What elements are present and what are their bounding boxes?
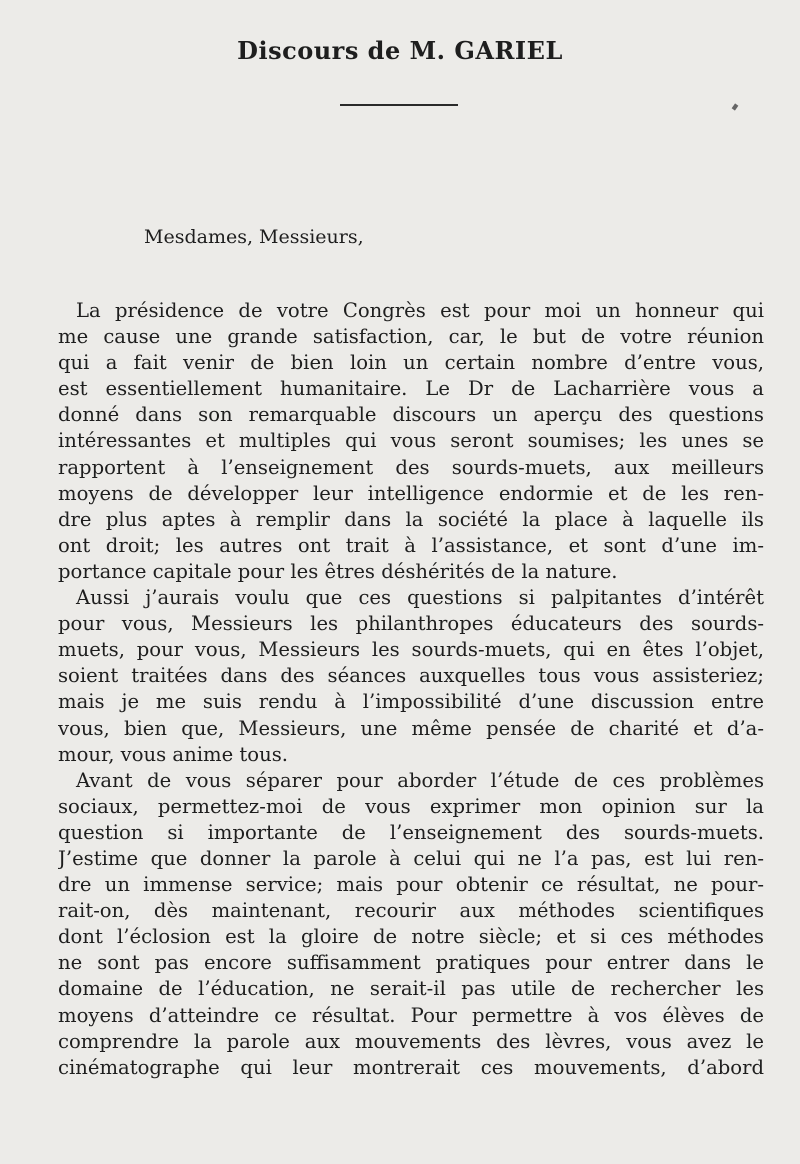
text-line: vous, bien que, Messieurs, une même pensée de charité et d’a- xyxy=(58,716,764,740)
text-line: dre un immense service; mais pour obtenir ce résultat, ne pour- xyxy=(58,873,764,897)
text-line: est essentiellement humanitaire. Le Dr de Lacharrière vous a xyxy=(58,377,764,401)
speech-body xyxy=(58,298,764,1081)
text-line: dont l’éclosion est la gloire de notre siècle; et si ces méthodes xyxy=(58,925,764,949)
text-line: mour, vous anime tous. xyxy=(58,742,288,766)
text-line: me cause une grande satisfaction, car, le but de votre réunion xyxy=(58,325,764,349)
text-line: intéressantes et multiples qui vous seront soumises; les unes se xyxy=(58,429,764,453)
text-line: J’estime que donner la parole à celui qui ne l’a pas, est lui ren- xyxy=(58,846,764,870)
text-line: Avant de vous séparer pour aborder l’étude de ces problèmes xyxy=(76,768,764,792)
text-line: sociaux, permettez-moi de vous exprimer mon opinion sur la xyxy=(58,794,764,818)
text-line: mais je me suis rendu à l’impossibilité d’une discussion entre xyxy=(58,690,764,714)
page-title: Discours de M. GARIEL xyxy=(237,36,563,65)
text-line: dre plus aptes à remplir dans la société la place à laquelle ils xyxy=(58,507,764,531)
text-line: Aussi j’aurais voulu que ces questions si palpitantes d’intérêt xyxy=(76,586,764,610)
text-line: comprendre la parole aux mouvements des lèvres, vous avez le xyxy=(58,1029,764,1053)
text-line: portance capitale pour les êtres déshérités de la nature. xyxy=(58,559,618,583)
text-line: donné dans son remarquable discours un aperçu des questions xyxy=(58,403,764,427)
text-line: ne sont pas encore suffisamment pratiques pour entrer dans le xyxy=(58,951,764,975)
text-line: pour vous, Messieurs les philanthropes éducateurs des sourds- xyxy=(58,612,764,636)
title-rule xyxy=(340,104,458,106)
text-line: moyens d’atteindre ce résultat. Pour permettre à vos élèves de xyxy=(58,1003,764,1027)
text-line: qui a fait venir de bien loin un certain nombre d’entre vous, xyxy=(58,351,764,375)
text-line: muets, pour vous, Messieurs les sourds-muets, qui en êtes l’objet, xyxy=(58,638,764,662)
text-line: La présidence de votre Congrès est pour moi un honneur qui xyxy=(76,299,764,322)
text-line: cinématographe qui leur montrerait ces mouvements, d’abord xyxy=(58,1055,764,1079)
text-line: soient traitées dans des séances auxquelles tous vous assisteriez; xyxy=(58,664,764,688)
salutation: Mesdames, Messieurs, xyxy=(144,226,364,248)
text-line: ont droit; les autres ont trait à l’assistance, et sont d’une im- xyxy=(58,533,764,557)
text-line: rapportent à l’enseignement des sourds-muets, aux meilleurs xyxy=(58,455,764,479)
text-line: moyens de développer leur intelligence endormie et de les ren- xyxy=(58,481,764,505)
print-speck xyxy=(732,103,739,110)
text-line: domaine de l’éducation, ne serait-il pas utile de rechercher les xyxy=(58,977,764,1001)
text-line: rait-on, dès maintenant, recourir aux méthodes scientifiques xyxy=(58,899,764,923)
text-line: question si importante de l’enseignement des sourds-muets. xyxy=(58,820,764,844)
